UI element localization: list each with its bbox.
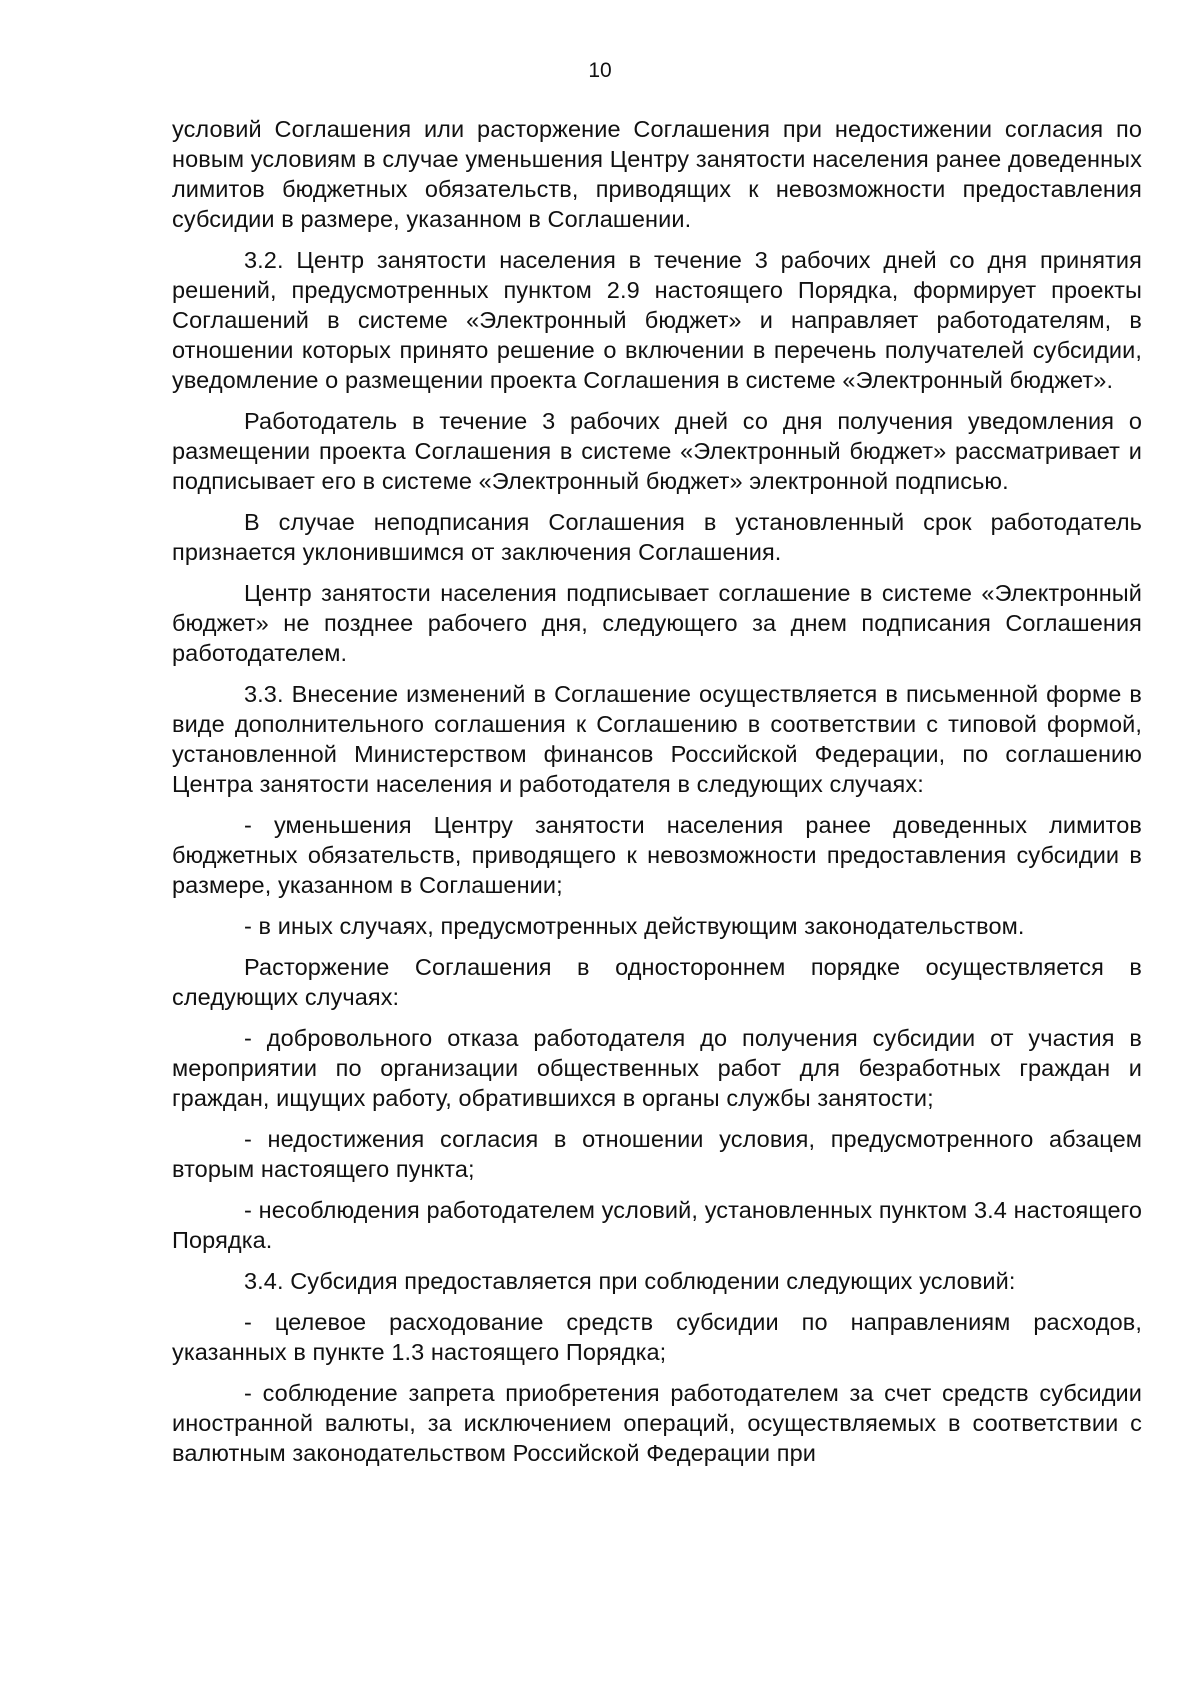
paragraph-9: Расторжение Соглашения в одностороннем порядке осуществляется в следующих случаях: <box>172 954 1142 1010</box>
paragraph-8: - в иных случаях, предусмотренных действующим законодательством. <box>244 913 1025 939</box>
paragraph-6: 3.3. Внесение изменений в Соглашение осуществляется в письменной форме в виде дополнительного соглашения к Соглашению в соответствии с типовой формой, установленной Министерством финансов Российской Федерации, по соглашению Центра занятости населения и работодателя в следующих случаях: <box>172 681 1142 797</box>
paragraph-14: - целевое расходование средств субсидии по направлениям расходов, указанных в пункте 1.3 настоящего Порядка; <box>172 1309 1142 1365</box>
paragraph-4: В случае неподписания Соглашения в установленный срок работодатель признается уклонившимся от заключения Соглашения. <box>172 509 1142 565</box>
paragraph-3: Работодатель в течение 3 рабочих дней со дня получения уведомления о размещении проекта Соглашения в системе «Электронный бюджет» рассматривает и подписывает его в системе «Электронный бюджет» электронной подписью. <box>172 408 1142 494</box>
page-number: 10 <box>588 59 612 82</box>
paragraph-10: - добровольного отказа работодателя до получения субсидии от участия в мероприятии по организации общественных работ для безработных граждан и граждан, ищущих работу, обратившихся в органы службы занятости; <box>172 1025 1142 1111</box>
paragraph-1: условий Соглашения или расторжение Соглашения при недостижении согласия по новым условиям в случае уменьшения Центру занятости населения ранее доведенных лимитов бюджетных обязательств, приводящих к невозможности предоставления субсидии в размере, указанном в Соглашении. <box>172 116 1142 232</box>
paragraph-13: 3.4. Субсидия предоставляется при соблюдении следующих условий: <box>244 1268 1016 1294</box>
paragraph-12: - несоблюдения работодателем условий, установленных пунктом 3.4 настоящего Порядка. <box>172 1197 1142 1253</box>
paragraph-15: - соблюдение запрета приобретения работодателем за счет средств субсидии иностранной валюты, за исключением операций, осуществляемых в соответствии с валютным законодательством Российской Федерации при <box>172 1380 1142 1466</box>
paragraph-11: - недостижения согласия в отношении условия, предусмотренного абзацем вторым настоящего пункта; <box>172 1126 1142 1182</box>
paragraph-2: 3.2. Центр занятости населения в течение 3 рабочих дней со дня принятия решений, предусмотренных пунктом 2.9 настоящего Порядка, формирует проекты Соглашений в системе «Электронный бюджет» и направляет работодателям, в отношении которых принято решение о включении в перечень получателей субсидии, уведомление о размещении проекта Соглашения в системе «Электронный бюджет». <box>172 247 1142 393</box>
paragraph-5: Центр занятости населения подписывает соглашение в системе «Электронный бюджет» не позднее рабочего дня, следующего за днем подписания Соглашения работодателем. <box>172 580 1142 666</box>
paragraph-7: - уменьшения Центру занятости населения ранее доведенных лимитов бюджетных обязательств, приводящего к невозможности предоставления субсидии в размере, указанном в Соглашении; <box>172 812 1142 898</box>
document-body <box>172 114 1142 1479</box>
